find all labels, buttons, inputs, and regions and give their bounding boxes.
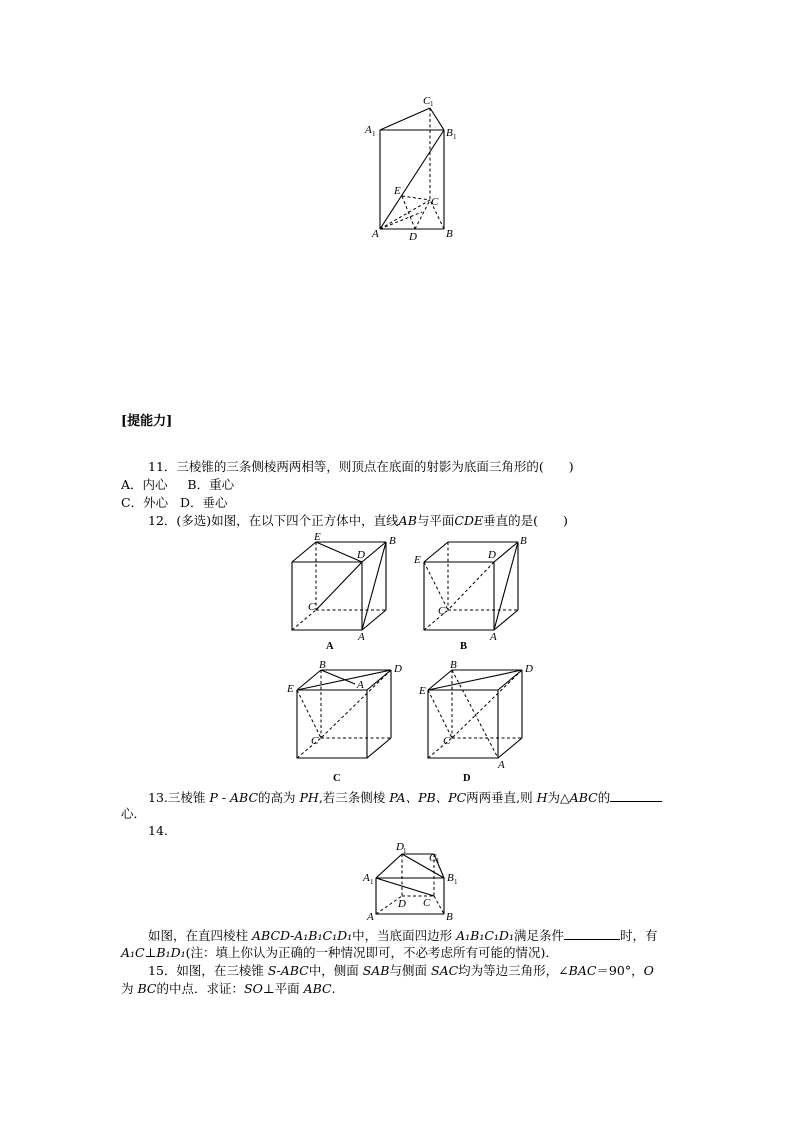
q12-ab: AB (398, 513, 417, 528)
q14-text: 满足条件 (513, 928, 564, 943)
label-A1: A (365, 124, 372, 136)
cube-a-caption: A (326, 641, 334, 652)
q13-var: P (209, 790, 218, 805)
label-D: D (409, 231, 417, 242)
q15-var: ABC (303, 981, 332, 996)
cube-d-E: E (419, 685, 426, 697)
cube-b-E: E (414, 554, 421, 566)
q13-text: 为△ (547, 790, 570, 805)
label-E: E (394, 185, 401, 197)
label-B1: B (446, 127, 453, 139)
q14-label-C1: C (429, 852, 437, 864)
cube-a-E: E (314, 531, 321, 543)
q13-line2: 心． (121, 806, 147, 821)
cube-a-C: C (308, 601, 316, 613)
q15-var: SO (244, 981, 263, 996)
q14-label-D1-sub: 1 (403, 847, 407, 855)
q14-text: 时，有 (619, 928, 658, 943)
q15-var: S (267, 963, 277, 978)
label-A1-sub: 1 (372, 130, 376, 138)
q12-stem (148, 513, 568, 529)
q14-var: B₁D₁ (156, 945, 186, 960)
q13-text: ,若三条侧棱 (318, 790, 386, 805)
q11-options-row2 (121, 495, 228, 511)
q15-text: 均为等边三角形，∠ (458, 963, 569, 978)
q11-option-c: C．外心 (121, 495, 169, 510)
q13-var: PH (299, 790, 319, 805)
q11-option-a: A．内心 (121, 477, 168, 492)
q15-text: ⊥平面 (262, 981, 300, 996)
cube-c-E: E (287, 683, 294, 695)
q13-var: PA、PB、PC (389, 790, 467, 805)
q14-var: ABCD (252, 928, 291, 943)
q15-var: ABC (280, 963, 309, 978)
q15-var: BAC (568, 963, 597, 978)
cube-d-A: A (498, 759, 505, 771)
cube-a-A: A (358, 631, 365, 643)
q14-var: A₁C (121, 945, 145, 960)
cube-d-caption: D (463, 773, 471, 783)
cube-figure-c (283, 658, 408, 783)
cube-c-B: B (319, 659, 326, 671)
q15-text: - (276, 963, 281, 978)
q14-label-D1: D (396, 841, 404, 853)
q14-label-C1-sub: 1 (436, 857, 440, 865)
q14-var: A₁B₁C₁D₁ (294, 928, 353, 943)
q14-label-D: D (398, 898, 406, 910)
q14-text: (注：填上你认为正确的一种情况即可，不必考虑所有可能的情况)． (185, 945, 558, 960)
cube-c-D: D (394, 663, 402, 675)
q15-text: 中，侧面 (308, 963, 359, 978)
q14-prism-figure (360, 840, 470, 924)
q14-text: 中，当底面四边形 (352, 928, 453, 943)
q14-label-B1: B (447, 872, 454, 884)
q11-stem: 11．三棱锥的三条侧棱两两相等，则顶点在底面的射影为底面三角形的( ) (148, 459, 574, 474)
q15-var: BC (137, 981, 157, 996)
q11-option-d: D．垂心 (180, 495, 228, 510)
q12-cde: CDE (454, 513, 484, 528)
label-C1: C (423, 95, 431, 107)
q15-text: 为 (121, 981, 134, 996)
cube-figure-a (280, 530, 405, 655)
q13-text: 两两垂直,则 (466, 790, 533, 805)
cube-d-C: C (443, 735, 451, 747)
cube-d-D: D (525, 663, 533, 675)
cube-b-C: C (438, 605, 446, 617)
q15-line2 (121, 981, 336, 997)
q15-var: SAC (431, 963, 459, 978)
cube-c-C: C (311, 735, 319, 747)
cube-c-A: A (357, 679, 364, 691)
q15-var: O (643, 963, 654, 978)
label-B1-sub: 1 (453, 133, 457, 141)
q15-text: . (331, 981, 336, 996)
q15-text: 15．如图，在三棱锥 (148, 963, 264, 978)
label-B: B (446, 228, 453, 240)
cube-a-D: D (357, 549, 365, 561)
q14-label-C: C (423, 897, 431, 909)
q14-text: ⊥ (144, 945, 157, 960)
q14-label-B: B (446, 911, 453, 923)
label-C1-sub: 1 (430, 100, 434, 108)
cube-b-caption: B (460, 641, 468, 652)
q13-text: 的高为 (258, 790, 296, 805)
q13-text: 的 (597, 790, 611, 805)
cube-d-B: B (450, 659, 457, 671)
cube-b-B: B (520, 535, 527, 547)
q14-label-B1-sub: 1 (454, 878, 458, 886)
label-A: A (372, 228, 379, 240)
cube-figure-d (418, 658, 543, 783)
section-title: [提能力] (121, 414, 173, 429)
q15-text: ＝90°， (596, 963, 644, 978)
q15-text: 与侧面 (389, 963, 428, 978)
q14-label-A1-sub: 1 (370, 878, 374, 886)
cube-c-caption: C (333, 773, 341, 783)
q15-line1 (148, 963, 654, 979)
q14-var: A₁B₁C₁D₁ (456, 928, 514, 943)
q14-number: 14. (148, 823, 168, 838)
q15-var: SAB (362, 963, 390, 978)
q13-text: 13.三棱锥 (148, 790, 206, 805)
q14-text: 如图，在直四棱柱 (148, 928, 249, 943)
q12-stem-part: 与平面 (416, 513, 455, 528)
q14-line2 (121, 945, 558, 961)
prism-figure (360, 92, 470, 242)
label-C: C (431, 196, 439, 208)
q14-line1 (148, 927, 657, 944)
cube-b-A: A (490, 631, 497, 643)
q13-line1 (148, 789, 662, 806)
q13-var: ABC (230, 790, 259, 805)
q15-text: 的中点．求证： (156, 981, 244, 996)
q13-var: ABC (569, 790, 598, 805)
cube-a-B: B (389, 535, 396, 547)
q12-stem-part: 垂直的是( ) (483, 513, 568, 528)
q14-label-A1: A (363, 872, 370, 884)
q14-answer-blank[interactable] (564, 927, 620, 940)
q14-text: - (290, 928, 295, 943)
q13-text: - (221, 790, 227, 805)
q12-stem-part: 12．(多选)如图，在以下四个正方体中，直线 (148, 513, 399, 528)
cube-b-D: D (488, 549, 496, 561)
q13-var: H (536, 790, 548, 805)
q13-answer-blank[interactable] (610, 789, 662, 802)
q14-label-A: A (367, 911, 374, 923)
cube-figure-b (410, 530, 535, 655)
q11-options-row1 (121, 477, 234, 493)
q11-option-b: B．重心 (187, 477, 235, 492)
